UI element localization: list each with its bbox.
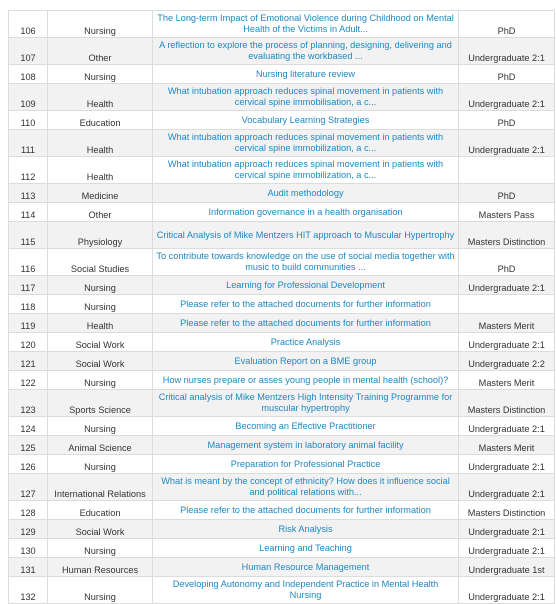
row-title-cell <box>153 249 459 276</box>
table-row <box>9 417 555 436</box>
table-row <box>9 84 555 111</box>
row-title-link[interactable]: Nursing literature review <box>255 68 356 79</box>
row-title-link[interactable]: A reflection to explore the process of planning, designing, delivering and evaluating the workbased ... <box>159 40 452 61</box>
row-category: International Relations <box>48 474 153 501</box>
row-number: 107 <box>9 38 48 65</box>
row-title-link[interactable]: Please refer to the attached documents for further information <box>180 317 431 328</box>
row-title-link[interactable]: What intubation approach reduces spinal movement in patients with cervical spine immobilization, a c... <box>167 132 444 153</box>
row-title-cell <box>153 11 459 38</box>
row-title-link[interactable]: Vocabulary Learning Strategies <box>241 114 370 125</box>
row-grade: Undergraduate 2:1 <box>459 520 555 539</box>
row-grade: Undergraduate 2:1 <box>459 474 555 501</box>
row-title-link[interactable]: To contribute towards knowledge on the use of social media together with music to build communities ... <box>156 251 455 272</box>
row-title-cell <box>153 38 459 65</box>
row-title-cell <box>153 352 459 371</box>
row-title-link[interactable]: How nurses prepare or asses young people in mental health (school)? <box>162 374 449 385</box>
row-category: Medicine <box>48 184 153 203</box>
row-title-cell <box>153 203 459 222</box>
row-number: 113 <box>9 184 48 203</box>
row-category: Health <box>48 130 153 157</box>
table-row <box>9 520 555 539</box>
row-category: Nursing <box>48 539 153 558</box>
row-grade: Masters Distinction <box>459 390 555 417</box>
row-title-link[interactable]: Developing Autonomy and Independent Practice in Mental Health Nursing <box>172 579 439 600</box>
row-grade: Undergraduate 2:1 <box>459 455 555 474</box>
row-title-link[interactable]: Becoming an Effective Practitioner <box>235 420 376 431</box>
row-number: 132 <box>9 577 48 604</box>
row-grade: Undergraduate 2:1 <box>459 84 555 111</box>
row-grade: PhD <box>459 11 555 38</box>
row-category: Nursing <box>48 65 153 84</box>
table-row <box>9 352 555 371</box>
row-title-link[interactable]: Practice Analysis <box>270 336 341 347</box>
row-title-cell <box>153 65 459 84</box>
table-row <box>9 436 555 455</box>
row-number: 117 <box>9 276 48 295</box>
row-grade: Undergraduate 2:1 <box>459 333 555 352</box>
row-title-cell <box>153 436 459 455</box>
row-number: 111 <box>9 130 48 157</box>
row-title-cell <box>153 474 459 501</box>
row-title-link[interactable]: Audit methodology <box>267 187 344 198</box>
row-number: 110 <box>9 111 48 130</box>
row-number: 115 <box>9 222 48 249</box>
row-number: 114 <box>9 203 48 222</box>
row-number: 128 <box>9 501 48 520</box>
row-title-cell <box>153 84 459 111</box>
row-grade: PhD <box>459 249 555 276</box>
row-title-cell <box>153 130 459 157</box>
row-title-link[interactable]: Information governance in a health organisation <box>208 206 403 217</box>
row-grade: Masters Pass <box>459 203 555 222</box>
row-number: 129 <box>9 520 48 539</box>
row-number: 118 <box>9 295 48 314</box>
row-title-link[interactable]: The Long-term Impact of Emotional Violence during Childhood on Mental Health of the Victims in Adult... <box>157 13 454 34</box>
row-grade: Undergraduate 2:1 <box>459 577 555 604</box>
row-category: Health <box>48 84 153 111</box>
table-row <box>9 11 555 38</box>
row-grade: PhD <box>459 111 555 130</box>
table-row <box>9 371 555 390</box>
row-category: Social Studies <box>48 249 153 276</box>
table-row <box>9 390 555 417</box>
row-grade <box>459 157 555 184</box>
row-number: 112 <box>9 157 48 184</box>
row-title-link[interactable]: Preparation for Professional Practice <box>230 458 381 469</box>
results-table <box>8 10 555 604</box>
row-category: Other <box>48 203 153 222</box>
row-number: 126 <box>9 455 48 474</box>
table-row <box>9 455 555 474</box>
row-title-cell <box>153 417 459 436</box>
row-grade: Masters Merit <box>459 436 555 455</box>
row-grade: Masters Merit <box>459 314 555 333</box>
row-grade: Undergraduate 2:1 <box>459 539 555 558</box>
row-number: 130 <box>9 539 48 558</box>
row-title-cell <box>153 157 459 184</box>
row-number: 125 <box>9 436 48 455</box>
table-row <box>9 203 555 222</box>
row-title-cell <box>153 371 459 390</box>
row-title-cell <box>153 520 459 539</box>
row-title-link[interactable]: What intubation approach reduces spinal movement in patients with cervical spine immobilisation, a c... <box>167 86 444 107</box>
row-title-link[interactable]: What intubation approach reduces spinal movement in patients with cervical spine immobilization, a c... <box>167 159 444 180</box>
row-title-cell <box>153 333 459 352</box>
table-row <box>9 38 555 65</box>
results-table-body <box>9 11 555 604</box>
row-category: Nursing <box>48 371 153 390</box>
table-row <box>9 558 555 577</box>
table-row <box>9 577 555 604</box>
row-grade: Undergraduate 2:1 <box>459 130 555 157</box>
table-row <box>9 474 555 501</box>
table-row <box>9 249 555 276</box>
table-row <box>9 65 555 84</box>
row-category: Nursing <box>48 11 153 38</box>
row-title-link[interactable]: Risk Analysis <box>278 523 333 534</box>
row-category: Nursing <box>48 577 153 604</box>
row-title-cell <box>153 390 459 417</box>
row-title-link[interactable]: Learning and Teaching <box>259 542 352 553</box>
table-row <box>9 157 555 184</box>
table-row <box>9 111 555 130</box>
row-grade: Undergraduate 2:1 <box>459 417 555 436</box>
row-title-cell <box>153 222 459 249</box>
table-row <box>9 130 555 157</box>
row-title-cell <box>153 558 459 577</box>
row-title-link[interactable]: Please refer to the attached documents for further information <box>180 504 431 515</box>
row-number: 106 <box>9 11 48 38</box>
row-category: Education <box>48 111 153 130</box>
row-title-link[interactable]: Learning for Professional Development <box>226 279 385 290</box>
table-row <box>9 539 555 558</box>
row-category: Nursing <box>48 295 153 314</box>
table-row <box>9 314 555 333</box>
row-number: 119 <box>9 314 48 333</box>
row-title-link[interactable]: What is meant by the concept of ethnicity? How does it influence social and political relations with... <box>161 476 450 497</box>
row-title-link[interactable]: Human Resource Management <box>241 561 370 572</box>
row-number: 109 <box>9 84 48 111</box>
table-row <box>9 295 555 314</box>
row-grade: Undergraduate 2:2 <box>459 352 555 371</box>
row-number: 131 <box>9 558 48 577</box>
row-title-link[interactable]: Management system in laboratory animal facility <box>207 439 404 450</box>
table-row <box>9 222 555 249</box>
row-category: Other <box>48 38 153 65</box>
row-grade: PhD <box>459 184 555 203</box>
row-title-cell <box>153 184 459 203</box>
table-row <box>9 276 555 295</box>
row-title-link[interactable]: Critical analysis of Mike Mentzers High Intensity Training Programme for muscular hypertrophy <box>158 392 453 413</box>
row-title-cell <box>153 295 459 314</box>
row-number: 120 <box>9 333 48 352</box>
row-title-cell <box>153 276 459 295</box>
row-grade: Undergraduate 1st <box>459 558 555 577</box>
row-grade: Undergraduate 2:1 <box>459 38 555 65</box>
row-category: Sports Science <box>48 390 153 417</box>
row-title-cell <box>153 111 459 130</box>
row-number: 122 <box>9 371 48 390</box>
row-category: Health <box>48 314 153 333</box>
row-category: Physiology <box>48 222 153 249</box>
row-category: Social Work <box>48 520 153 539</box>
row-title-cell <box>153 577 459 604</box>
row-category: Human Resources <box>48 558 153 577</box>
row-title-link[interactable]: Evaluation Report on a BME group <box>234 355 377 366</box>
row-category: Nursing <box>48 417 153 436</box>
row-category: Health <box>48 157 153 184</box>
row-category: Animal Science <box>48 436 153 455</box>
row-number: 116 <box>9 249 48 276</box>
row-grade: Masters Distinction <box>459 222 555 249</box>
row-title-cell <box>153 455 459 474</box>
row-title-cell <box>153 501 459 520</box>
row-title-link[interactable]: Please refer to the attached documents for further information <box>180 298 431 309</box>
row-number: 124 <box>9 417 48 436</box>
table-row <box>9 333 555 352</box>
table-row <box>9 501 555 520</box>
row-category: Education <box>48 501 153 520</box>
row-number: 127 <box>9 474 48 501</box>
table-row <box>9 184 555 203</box>
row-grade: Masters Merit <box>459 371 555 390</box>
row-grade: Masters Distinction <box>459 501 555 520</box>
row-title-link[interactable]: Critical Analysis of Mike Mentzers HIT approach to Muscular Hypertrophy <box>156 229 455 240</box>
row-category: Nursing <box>48 276 153 295</box>
row-number: 121 <box>9 352 48 371</box>
row-grade: PhD <box>459 65 555 84</box>
row-grade <box>459 295 555 314</box>
row-category: Nursing <box>48 455 153 474</box>
row-grade: Undergraduate 2:1 <box>459 276 555 295</box>
row-number: 123 <box>9 390 48 417</box>
row-title-cell <box>153 539 459 558</box>
row-title-cell <box>153 314 459 333</box>
row-category: Social Work <box>48 333 153 352</box>
row-number: 108 <box>9 65 48 84</box>
row-category: Social Work <box>48 352 153 371</box>
